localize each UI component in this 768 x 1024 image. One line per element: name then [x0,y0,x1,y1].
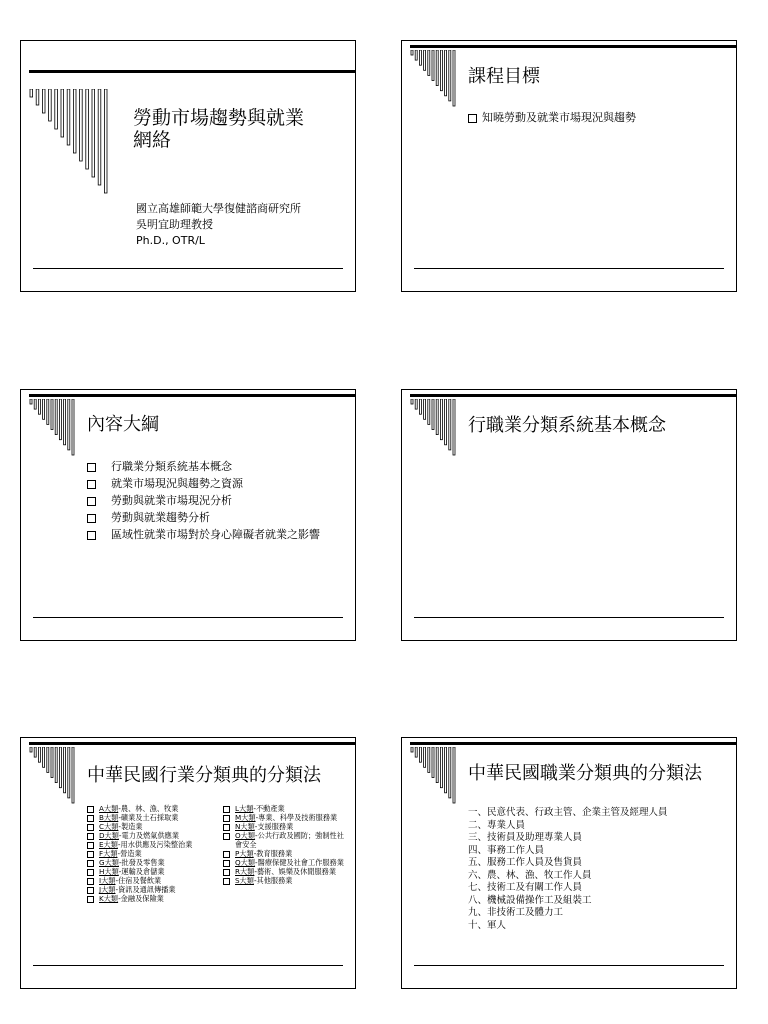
bar-decoration [51,399,53,430]
bar-decoration [47,399,49,424]
bar-decoration [104,89,107,193]
bar-decoration [449,747,451,798]
bullet-box-icon [468,114,477,123]
slide-title: 內容大綱 [87,414,159,435]
bullet-list [468,109,718,126]
bullet-box-icon [223,833,230,840]
bar-decoration [436,399,438,435]
bar-decoration [415,399,417,409]
list-item: S大類-其他服務業 [223,876,349,885]
bullet-box-icon [87,815,94,822]
slide-bottom-rule [414,965,724,966]
slide-title: 中華民國行業分類典的分類法 [87,765,321,786]
list-item: 勞動與就業市場現況分析 [87,492,337,509]
list-item: E大類-用水供應及污染整治業 [87,840,221,849]
bar-decoration [92,89,95,177]
slide-6 [401,737,737,989]
bars-decoration [410,50,461,108]
bar-decoration [80,89,83,161]
bar-decoration [68,399,70,450]
bar-decoration [411,50,413,55]
bar-decoration [68,747,70,798]
bullet-box-icon [87,514,96,523]
bar-decoration [43,399,45,419]
list-item: J大類-資訊及通訊傳播業 [87,885,221,894]
bar-decoration [30,89,33,97]
list-item: Q大類-醫療保健及社會工作服務業 [223,858,349,867]
bullet-box-icon [223,824,230,831]
bullet-box-icon [87,851,94,858]
slide-subtitle [136,201,301,249]
slide-top-rule [410,394,736,397]
bar-decoration [432,747,434,778]
bar-decoration [453,50,455,106]
bar-decoration [428,747,430,772]
bar-decoration [419,50,421,65]
bar-decoration [411,399,413,404]
bar-decoration [445,747,447,793]
bar-decoration [98,89,101,185]
bar-decoration [72,747,74,803]
bar-decoration [453,747,455,803]
bar-decoration [424,399,426,419]
list-item: 六、農、林、漁、牧工作人員 [468,869,592,881]
title-line: 勞動市場趨勢與就業 [133,107,305,129]
bullet-box-icon [87,497,96,506]
list-item: 五、服務工作人員及售貨員 [468,857,583,868]
slide-top-rule [29,70,355,73]
bar-decoration [34,747,36,757]
bullet-box-icon [87,887,94,894]
bullet-box-icon [223,860,230,867]
bar-decoration [49,89,52,121]
bullet-box-icon [223,869,230,876]
bullet-list [87,458,337,543]
slide-top-rule [410,45,736,48]
bar-decoration [432,50,434,81]
slide-top-rule [410,742,736,745]
bar-decoration [38,747,40,762]
bar-decoration [445,399,447,445]
bar-decoration [436,747,438,783]
list-item: R大類-藝術、娛樂及休閒服務業 [223,867,349,876]
bullet-box-icon [87,833,94,840]
bar-decoration [86,89,89,169]
bar-decoration [64,399,66,445]
bar-decoration [424,747,426,767]
list-item: I大類-住宿及餐飲業 [87,876,221,885]
list-item: N大類-支援服務業 [223,822,349,831]
list-item: 行職業分類系統基本概念 [87,458,337,475]
slide-3 [20,389,356,641]
list-item: 一、民意代表、行政主管、企業主管及經理人員 [468,807,668,818]
bars-decoration [410,399,461,457]
list-item: A大類-農、林、漁、牧業 [87,804,221,813]
slide-5 [20,737,356,989]
slide-1 [20,40,356,292]
bars-decoration [29,89,114,195]
bar-decoration [30,399,32,404]
bar-decoration [432,399,434,430]
list-item: C大類-製造業 [87,822,221,831]
slide-bottom-rule [414,268,724,269]
bullet-box-icon [223,878,230,885]
slide-4 [401,389,737,641]
bar-decoration [428,50,430,75]
slide-bottom-rule [33,965,343,966]
list-item: 勞動與就業趨勢分析 [87,509,337,526]
slide-title: 課程目標 [468,66,540,87]
bar-decoration [411,747,413,752]
list-item: G大類-批發及零售業 [87,858,221,867]
list-item: 九、非技術工及體力工 [468,907,564,918]
list-item: H大類-運輸及倉儲業 [87,867,221,876]
list-item: 十、軍人 [468,919,507,931]
list-item: 二、專業人員 [468,819,526,831]
bar-decoration [428,399,430,424]
list-item: 就業市場現況與趨勢之資源 [87,475,337,492]
occupation-list [468,807,728,932]
bar-decoration [424,50,426,70]
bullet-box-icon [87,860,94,867]
slide-top-rule [29,742,355,745]
bar-decoration [445,50,447,96]
slide-bottom-rule [33,617,343,618]
bullet-box-icon [87,531,96,540]
bars-decoration [29,747,80,805]
list-item: M大類-專業、科學及技術服務業 [223,813,349,822]
list-item: 區域性就業市場對於身心障礙者就業之影響 [87,526,337,543]
slide-bottom-rule [33,268,343,269]
list-item: O大類-公共行政及國防；強制性社會安全 [223,831,349,849]
bullet-box-icon [87,824,94,831]
bullet-box-icon [87,869,94,876]
bullet-box-icon [223,806,230,813]
bar-decoration [67,89,70,145]
title-line: 網絡 [133,129,172,151]
slide-title: 行職業分類系統基本概念 [468,415,666,436]
bar-decoration [59,747,61,788]
bar-decoration [73,89,76,153]
bar-decoration [51,747,53,778]
bar-decoration [449,50,451,101]
bullet-box-icon [87,480,96,489]
list-item: 三、技術員及助理專業人員 [468,832,583,843]
bar-decoration [30,747,32,752]
bar-decoration [415,747,417,757]
bullet-box-icon [87,806,94,813]
industry-list-right [223,804,349,885]
slide-title [133,107,304,151]
subtitle-line: Ph.D., OTR/L [136,234,205,247]
list-item: 七、技術工及有關工作人員 [468,882,583,893]
bar-decoration [72,399,74,455]
bullet-box-icon [87,842,94,849]
bullet-box-icon [87,896,94,903]
bars-decoration [410,747,461,805]
bullet-box-icon [223,851,230,858]
bullet-box-icon [87,878,94,885]
bar-decoration [43,747,45,767]
bar-decoration [61,89,64,137]
bar-decoration [55,747,57,783]
bar-decoration [440,399,442,440]
bar-decoration [59,399,61,440]
bar-decoration [415,50,417,60]
bar-decoration [419,399,421,414]
bar-decoration [449,399,451,450]
subtitle-line: 吳明宜助理教授 [136,218,213,231]
bar-decoration [419,747,421,762]
list-item: 八、機械設備操作工及組裝工 [468,894,592,906]
industry-list-left [87,804,221,903]
bullet-box-icon [87,463,96,472]
bar-decoration [436,50,438,86]
slide-bottom-rule [414,617,724,618]
list-item: 四、事務工作人員 [468,844,545,856]
bar-decoration [440,747,442,788]
slide-2 [401,40,737,292]
slide-title: 中華民國職業分類典的分類法 [468,763,702,784]
slide-top-rule [29,394,355,397]
bar-decoration [42,89,45,113]
list-item: D大類-電力及燃氣供應業 [87,831,221,840]
list-item: 知曉勞動及就業市場現況與趨勢 [468,109,718,126]
list-item: P大類-教育服務業 [223,849,349,858]
bar-decoration [47,747,49,772]
bar-decoration [38,399,40,414]
bullet-box-icon [223,815,230,822]
list-item: F大類-營造業 [87,849,221,858]
bar-decoration [34,399,36,409]
bar-decoration [55,89,58,129]
bar-decoration [55,399,57,435]
bar-decoration [64,747,66,793]
bar-decoration [440,50,442,91]
bar-decoration [36,89,39,105]
bar-decoration [453,399,455,455]
subtitle-line: 國立高雄師範大學復健諮商研究所 [136,202,301,215]
list-item: L大類-不動產業 [223,804,349,813]
list-item: B大類-礦業及土石採取業 [87,813,221,822]
list-item: K大類-金融及保險業 [87,894,221,903]
bars-decoration [29,399,80,457]
